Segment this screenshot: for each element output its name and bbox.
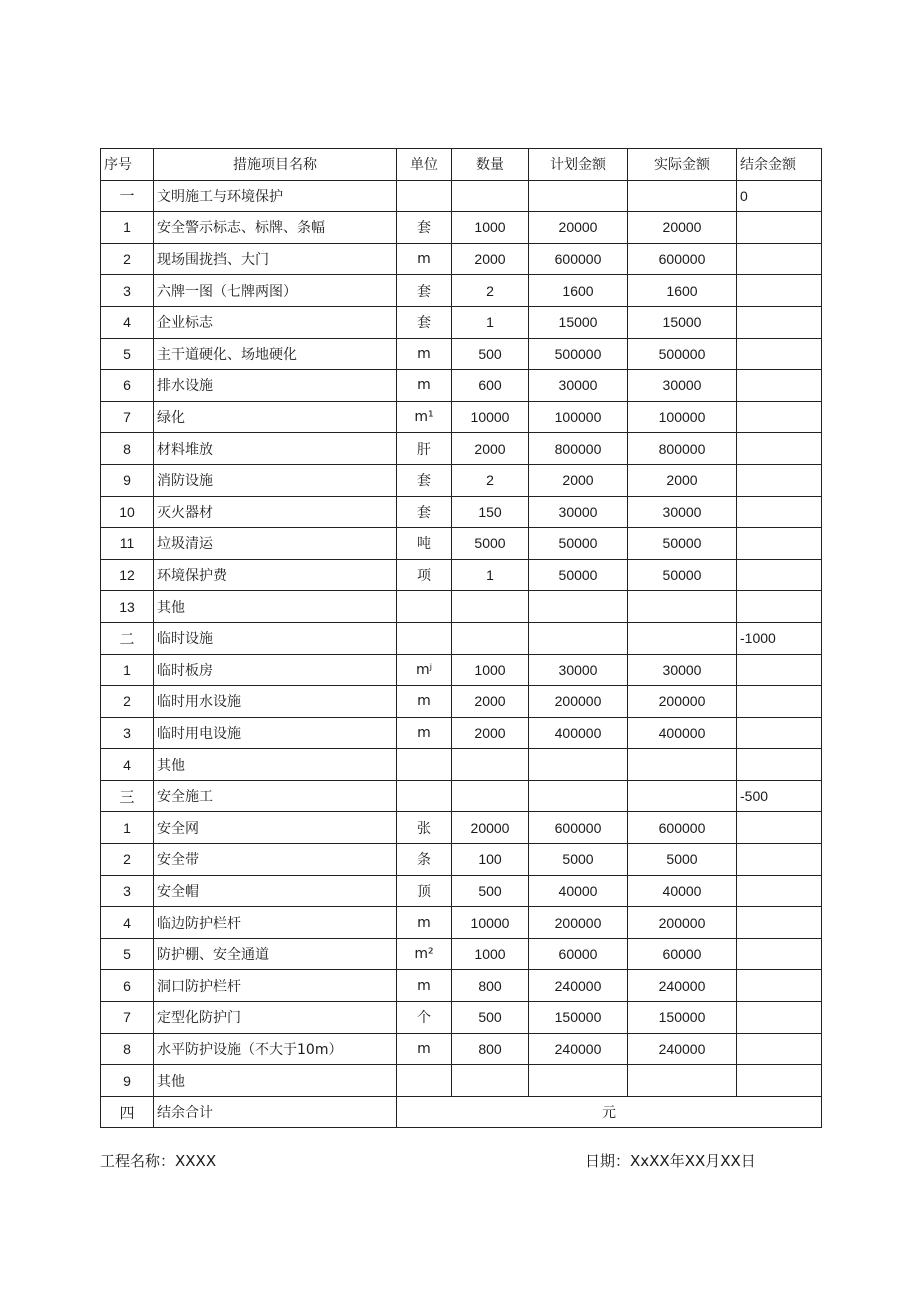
row-actual: 500000 <box>628 338 737 370</box>
row-name: 临时用电设施 <box>154 717 397 749</box>
header-plan: 计划金额 <box>529 149 628 181</box>
row-actual: 50000 <box>628 559 737 591</box>
table-row <box>101 844 822 876</box>
row-qty: 2000 <box>452 686 529 718</box>
table-row <box>101 496 822 528</box>
row-no: 9 <box>101 464 154 496</box>
row-name: 水平防护设施（不大于10m） <box>154 1033 397 1065</box>
row-qty: 600 <box>452 370 529 402</box>
section-plan <box>529 622 628 654</box>
row-qty: 1 <box>452 559 529 591</box>
row-unit: m <box>397 717 452 749</box>
table-row <box>101 401 822 433</box>
section-no: 三 <box>101 780 154 812</box>
header-name: 措施项目名称 <box>154 149 397 181</box>
row-actual: 30000 <box>628 654 737 686</box>
row-qty: 800 <box>452 970 529 1002</box>
row-balance <box>737 433 822 465</box>
table-row <box>101 212 822 244</box>
row-plan: 500000 <box>529 338 628 370</box>
row-name: 定型化防护门 <box>154 1002 397 1034</box>
table-row <box>101 812 822 844</box>
total-row <box>101 1096 822 1128</box>
row-balance <box>737 338 822 370</box>
row-actual: 5000 <box>628 844 737 876</box>
row-name: 绿化 <box>154 401 397 433</box>
row-plan: 50000 <box>529 528 628 560</box>
row-balance <box>737 970 822 1002</box>
row-balance <box>737 844 822 876</box>
row-qty: 2000 <box>452 243 529 275</box>
row-no: 10 <box>101 496 154 528</box>
row-name: 排水设施 <box>154 370 397 402</box>
table-row <box>101 559 822 591</box>
row-no: 2 <box>101 686 154 718</box>
table-row <box>101 338 822 370</box>
row-balance <box>737 496 822 528</box>
row-balance <box>737 559 822 591</box>
row-unit: 个 <box>397 1002 452 1034</box>
row-balance <box>737 907 822 939</box>
section-unit <box>397 180 452 212</box>
row-balance <box>737 306 822 338</box>
row-unit <box>397 591 452 623</box>
table-row <box>101 306 822 338</box>
row-plan: 600000 <box>529 243 628 275</box>
report-date: 日期：XxXX年XX月XX日 <box>585 1152 756 1170</box>
row-unit: m <box>397 243 452 275</box>
row-no: 5 <box>101 938 154 970</box>
row-qty: 2000 <box>452 433 529 465</box>
section-no: 二 <box>101 622 154 654</box>
row-plan: 2000 <box>529 464 628 496</box>
row-qty <box>452 749 529 781</box>
row-plan: 50000 <box>529 559 628 591</box>
row-name: 灭火器材 <box>154 496 397 528</box>
row-name: 其他 <box>154 749 397 781</box>
project-name: 工程名称：XXXX <box>100 1152 217 1170</box>
row-no: 7 <box>101 1002 154 1034</box>
row-balance <box>737 1065 822 1097</box>
row-plan: 600000 <box>529 812 628 844</box>
row-plan <box>529 749 628 781</box>
row-no: 8 <box>101 1033 154 1065</box>
row-actual: 15000 <box>628 306 737 338</box>
table-row <box>101 243 822 275</box>
row-qty: 1 <box>452 306 529 338</box>
row-no: 9 <box>101 1065 154 1097</box>
row-actual: 200000 <box>628 907 737 939</box>
row-name: 其他 <box>154 591 397 623</box>
row-no: 1 <box>101 812 154 844</box>
row-plan: 400000 <box>529 717 628 749</box>
section-name: 安全施工 <box>154 780 397 812</box>
row-plan <box>529 591 628 623</box>
section-name: 文明施工与环境保护 <box>154 180 397 212</box>
row-qty: 150 <box>452 496 529 528</box>
row-plan: 800000 <box>529 433 628 465</box>
section-actual <box>628 622 737 654</box>
row-unit: mʲ <box>397 654 452 686</box>
row-unit: m <box>397 1033 452 1065</box>
row-actual <box>628 1065 737 1097</box>
row-unit: 套 <box>397 275 452 307</box>
row-no: 2 <box>101 844 154 876</box>
row-unit: 套 <box>397 212 452 244</box>
table-row <box>101 938 822 970</box>
row-unit: m <box>397 370 452 402</box>
row-no: 6 <box>101 370 154 402</box>
header-qty: 数量 <box>452 149 529 181</box>
table-row <box>101 907 822 939</box>
table-row <box>101 654 822 686</box>
row-qty <box>452 591 529 623</box>
row-name: 安全网 <box>154 812 397 844</box>
row-actual: 1600 <box>628 275 737 307</box>
row-plan: 150000 <box>529 1002 628 1034</box>
row-balance <box>737 938 822 970</box>
row-no: 6 <box>101 970 154 1002</box>
row-balance <box>737 370 822 402</box>
table-row <box>101 970 822 1002</box>
row-qty: 1000 <box>452 938 529 970</box>
row-qty: 800 <box>452 1033 529 1065</box>
row-plan: 240000 <box>529 1033 628 1065</box>
row-actual: 30000 <box>628 370 737 402</box>
row-plan: 240000 <box>529 970 628 1002</box>
row-unit: m² <box>397 938 452 970</box>
row-plan: 30000 <box>529 370 628 402</box>
table-row <box>101 1002 822 1034</box>
row-actual: 2000 <box>628 464 737 496</box>
row-balance <box>737 717 822 749</box>
row-plan: 40000 <box>529 875 628 907</box>
row-qty: 2000 <box>452 717 529 749</box>
row-actual: 800000 <box>628 433 737 465</box>
row-name: 材料堆放 <box>154 433 397 465</box>
row-qty: 5000 <box>452 528 529 560</box>
row-name: 安全带 <box>154 844 397 876</box>
row-name: 洞口防护栏杆 <box>154 970 397 1002</box>
row-unit: m <box>397 907 452 939</box>
row-qty: 2 <box>452 464 529 496</box>
row-balance <box>737 528 822 560</box>
row-no: 8 <box>101 433 154 465</box>
section-balance: -1000 <box>737 622 822 654</box>
row-name: 临时用水设施 <box>154 686 397 718</box>
table-row <box>101 275 822 307</box>
row-actual: 240000 <box>628 1033 737 1065</box>
section-row <box>101 622 822 654</box>
row-qty: 100 <box>452 844 529 876</box>
header-row <box>101 149 822 181</box>
row-actual: 600000 <box>628 812 737 844</box>
total-no: 四 <box>101 1096 154 1128</box>
row-no: 11 <box>101 528 154 560</box>
row-unit: 套 <box>397 496 452 528</box>
row-unit: m <box>397 970 452 1002</box>
row-unit <box>397 749 452 781</box>
row-no: 1 <box>101 212 154 244</box>
row-unit: 张 <box>397 812 452 844</box>
row-name: 安全帽 <box>154 875 397 907</box>
row-balance <box>737 591 822 623</box>
row-balance <box>737 875 822 907</box>
row-unit: m <box>397 338 452 370</box>
row-name: 安全警示标志、标牌、条幅 <box>154 212 397 244</box>
section-plan <box>529 180 628 212</box>
row-balance <box>737 812 822 844</box>
measures-table <box>100 148 822 1128</box>
section-balance: 0 <box>737 180 822 212</box>
row-qty: 1000 <box>452 212 529 244</box>
table-row <box>101 749 822 781</box>
section-qty <box>452 622 529 654</box>
row-actual: 60000 <box>628 938 737 970</box>
row-no: 4 <box>101 907 154 939</box>
header-actual: 实际金额 <box>628 149 737 181</box>
row-plan <box>529 1065 628 1097</box>
row-qty: 10000 <box>452 401 529 433</box>
row-balance <box>737 654 822 686</box>
row-unit: 套 <box>397 464 452 496</box>
table-row <box>101 464 822 496</box>
row-qty: 1000 <box>452 654 529 686</box>
row-actual: 600000 <box>628 243 737 275</box>
row-name: 环境保护费 <box>154 559 397 591</box>
row-actual: 100000 <box>628 401 737 433</box>
row-actual <box>628 591 737 623</box>
section-unit <box>397 622 452 654</box>
row-plan: 1600 <box>529 275 628 307</box>
row-balance <box>737 1002 822 1034</box>
row-actual <box>628 749 737 781</box>
row-qty: 500 <box>452 338 529 370</box>
row-balance <box>737 686 822 718</box>
table-row <box>101 528 822 560</box>
row-name: 主干道硬化、场地硬化 <box>154 338 397 370</box>
row-name: 临边防护栏杆 <box>154 907 397 939</box>
section-qty <box>452 180 529 212</box>
row-unit: m <box>397 686 452 718</box>
row-unit: m¹ <box>397 401 452 433</box>
row-actual: 400000 <box>628 717 737 749</box>
section-unit <box>397 780 452 812</box>
row-qty: 500 <box>452 1002 529 1034</box>
row-actual: 200000 <box>628 686 737 718</box>
row-balance <box>737 1033 822 1065</box>
section-actual <box>628 180 737 212</box>
row-unit: 套 <box>397 306 452 338</box>
row-actual: 240000 <box>628 970 737 1002</box>
table-row <box>101 686 822 718</box>
row-qty: 2 <box>452 275 529 307</box>
row-no: 3 <box>101 875 154 907</box>
row-no: 4 <box>101 749 154 781</box>
row-plan: 30000 <box>529 496 628 528</box>
row-no: 4 <box>101 306 154 338</box>
section-name: 临时设施 <box>154 622 397 654</box>
header-unit: 单位 <box>397 149 452 181</box>
row-name: 现场围拢挡、大门 <box>154 243 397 275</box>
table-row <box>101 433 822 465</box>
row-plan: 20000 <box>529 212 628 244</box>
row-actual: 150000 <box>628 1002 737 1034</box>
row-no: 5 <box>101 338 154 370</box>
row-no: 12 <box>101 559 154 591</box>
row-plan: 30000 <box>529 654 628 686</box>
row-plan: 100000 <box>529 401 628 433</box>
row-unit: 条 <box>397 844 452 876</box>
row-actual: 40000 <box>628 875 737 907</box>
row-plan: 200000 <box>529 686 628 718</box>
row-balance <box>737 749 822 781</box>
table-row <box>101 1033 822 1065</box>
row-unit: 肝 <box>397 433 452 465</box>
section-actual <box>628 780 737 812</box>
table-row <box>101 1065 822 1097</box>
row-qty: 500 <box>452 875 529 907</box>
row-qty <box>452 1065 529 1097</box>
section-row <box>101 780 822 812</box>
row-name: 企业标志 <box>154 306 397 338</box>
section-balance: -500 <box>737 780 822 812</box>
section-plan <box>529 780 628 812</box>
row-no: 3 <box>101 275 154 307</box>
row-no: 2 <box>101 243 154 275</box>
row-name: 防护棚、安全通道 <box>154 938 397 970</box>
row-no: 7 <box>101 401 154 433</box>
row-plan: 60000 <box>529 938 628 970</box>
row-actual: 50000 <box>628 528 737 560</box>
row-no: 3 <box>101 717 154 749</box>
total-value: 元 <box>397 1096 822 1128</box>
row-qty: 20000 <box>452 812 529 844</box>
row-plan: 15000 <box>529 306 628 338</box>
table-row <box>101 591 822 623</box>
row-plan: 200000 <box>529 907 628 939</box>
row-unit <box>397 1065 452 1097</box>
row-name: 其他 <box>154 1065 397 1097</box>
section-no: 一 <box>101 180 154 212</box>
row-actual: 30000 <box>628 496 737 528</box>
section-row <box>101 180 822 212</box>
row-name: 垃圾清运 <box>154 528 397 560</box>
row-no: 13 <box>101 591 154 623</box>
row-unit: 顶 <box>397 875 452 907</box>
header-no: 序号 <box>101 149 154 181</box>
row-name: 临时板房 <box>154 654 397 686</box>
row-qty: 10000 <box>452 907 529 939</box>
row-unit: 项 <box>397 559 452 591</box>
section-qty <box>452 780 529 812</box>
row-balance <box>737 243 822 275</box>
row-balance <box>737 401 822 433</box>
table-row <box>101 875 822 907</box>
row-plan: 5000 <box>529 844 628 876</box>
row-no: 1 <box>101 654 154 686</box>
row-name: 六牌一图（七牌两图） <box>154 275 397 307</box>
table-body <box>101 149 822 1128</box>
table-row <box>101 370 822 402</box>
row-balance <box>737 275 822 307</box>
table-row <box>101 717 822 749</box>
total-label: 结余合计 <box>154 1096 397 1128</box>
row-balance <box>737 464 822 496</box>
row-balance <box>737 212 822 244</box>
header-balance: 结余金额 <box>737 149 822 181</box>
row-unit: 吨 <box>397 528 452 560</box>
row-actual: 20000 <box>628 212 737 244</box>
row-name: 消防设施 <box>154 464 397 496</box>
